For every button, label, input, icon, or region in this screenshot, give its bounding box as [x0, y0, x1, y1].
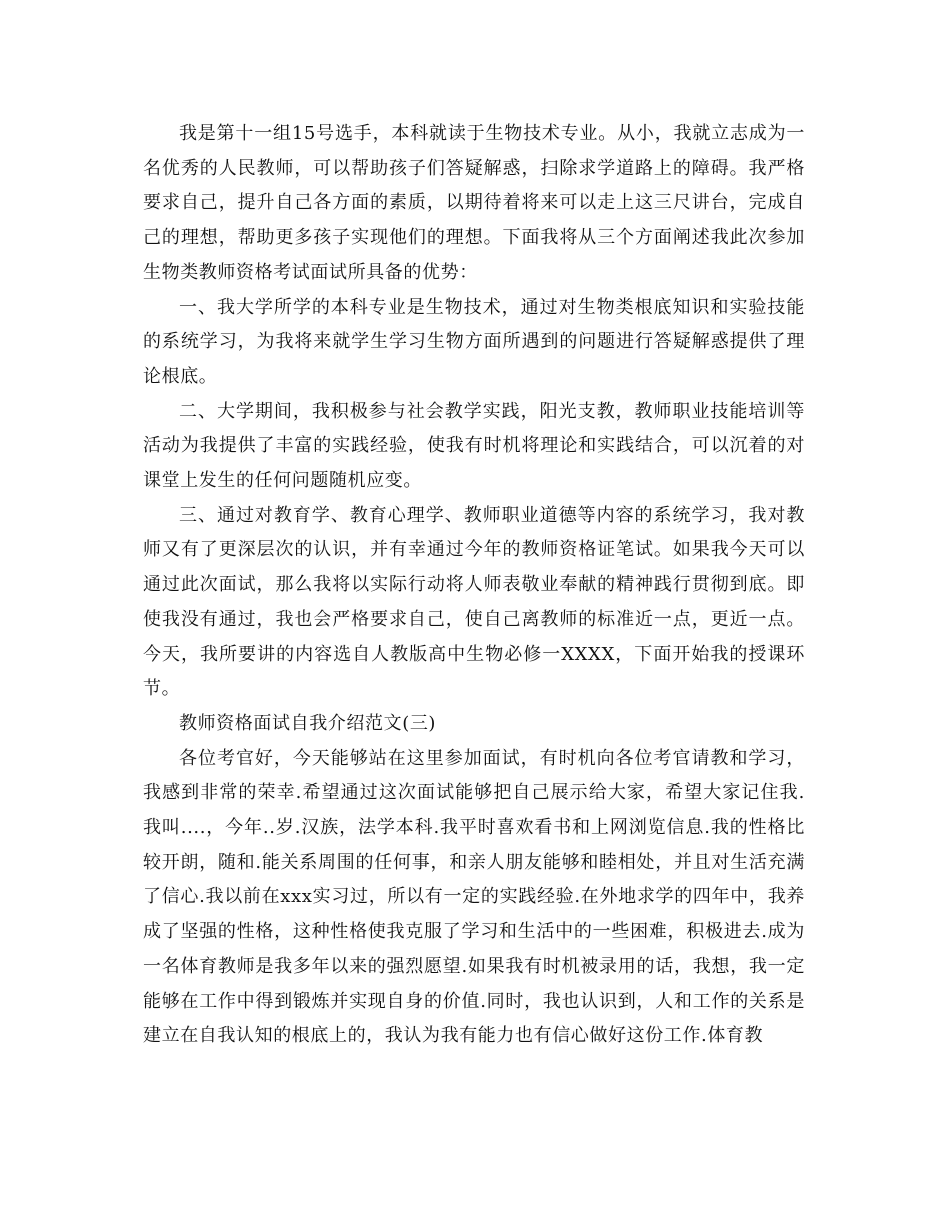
document-body	[143, 117, 805, 1054]
paragraph-point-one: 一、我大学所学的本科专业是生物技术，通过对生物类根底知识和实验技能的系统学习，为我将来就学生学习生物方面所遇到的问题进行答疑解惑提供了理论根底。	[143, 296, 805, 387]
paragraph-point-three: 三、通过对教育学、教育心理学、教师职业道德等内容的系统学习，我对教师又有了更深层次的认识，并有幸通过今年的教师资格证笔试。如果我今天可以通过此次面试，那么我将以实际行动将人师表敬业奉献的精神践行贯彻到底。即使我没有通过，我也会严格要求自己，使自己离教师的标准近一点，更近一点。今天，我所要讲的内容选自人教版高中生物必修一XXXX，下面开始我的授课环节。	[143, 504, 805, 700]
paragraph-section-three-intro: 各位考官好，今天能够站在这里参加面试，有时机向各位考官请教和学习，我感到非常的荣幸.希望通过这次面试能够把自己展示给大家，希望大家记住我.我叫....，今年..岁.汉族，法学本科.我平时喜欢看书和上网浏览信息.我的性格比较开朗，随和.能关系周围的任何事，和亲人朋友能够和睦相处，并且对生活充满了信心.我以前在xxx实习过，所以有一定的实践经验.在外地求学的四年中，我养成了坚强的性格，这种性格使我克服了学习和生活中的一些困难，积极进去.成为一名体育教师是我多年以来的强烈愿望.如果我有时机被录用的话，我想，我一定能够在工作中得到锻炼并实现自身的价值.同时，我也认识到，人和工作的关系是建立在自我认知的根底上的，我认为我有能力也有信心做好这份工作.体育教	[143, 747, 805, 1047]
section-title: 教师资格面试自我介绍范文(三)	[179, 712, 437, 734]
paragraph-intro: 我是第十一组15号选手，本科就读于生物技术专业。从小，我就立志成为一名优秀的人民教师，可以帮助孩子们答疑解惑，扫除求学道路上的障碍。我严格要求自己，提升自己各方面的素质，以期待着将来可以走上这三尺讲台，完成自己的理想，帮助更多孩子实现他们的理想。下面我将从三个方面阐述我此次参加生物类教师资格考试面试所具备的优势：	[143, 123, 805, 283]
paragraph-point-two: 二、大学期间，我积极参与社会教学实践，阳光支教，教师职业技能培训等活动为我提供了丰富的实践经验，使我有时机将理论和实践结合，可以沉着的对课堂上发生的任何问题随机应变。	[143, 400, 805, 492]
